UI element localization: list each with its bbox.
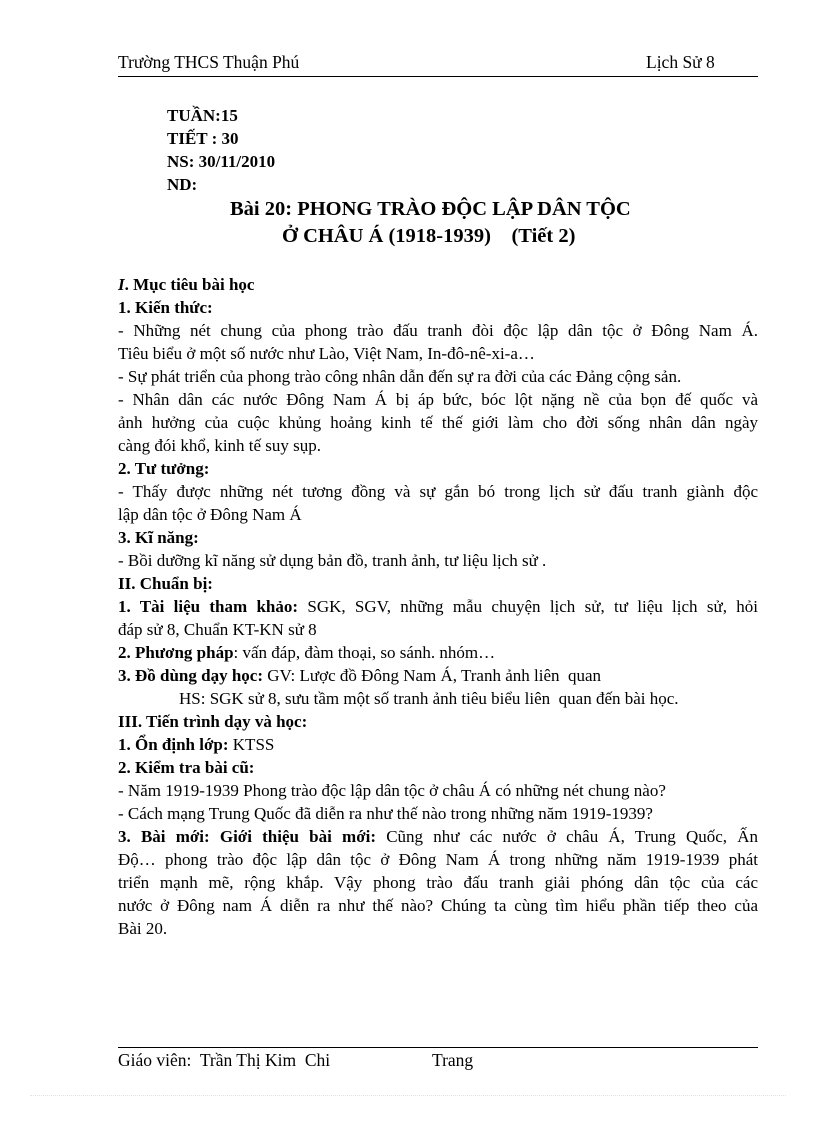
- section1-heading-num: I: [118, 275, 125, 294]
- thought-item-b: lập dân tộc ở Đông Nam Á: [118, 505, 302, 524]
- section2-heading: II. Chuẩn bị:: [118, 574, 213, 593]
- tools-label: 3. Đồ dùng dạy học:: [118, 666, 264, 685]
- reference-label: 1. Tài liệu tham khảo:: [118, 597, 299, 616]
- page-bottom-divider: [30, 1095, 786, 1096]
- footer-rule: [118, 1047, 758, 1048]
- lesson-title-line1: Bài 20: PHONG TRÀO ĐỘC LẬP DÂN TỘC: [230, 198, 631, 220]
- skill-heading: 3. Kĩ năng:: [118, 528, 199, 547]
- new-lesson-text-a: Cũng như các nước ở châu Á, Trung Quốc, Ấn: [376, 827, 758, 846]
- method-label: 2. Phương pháp: [118, 643, 234, 662]
- meta-week: TUẦN:15: [167, 106, 238, 125]
- new-lesson-text-d: nước ở Đông nam Á diễn ra như thế nào? Chúng ta cùng tìm hiểu phần tiếp theo của: [118, 896, 758, 915]
- knowledge-item-2: - Sự phát triển của phong trào công nhân dẫn đến sự ra đời của các Đảng cộng sản.: [118, 367, 682, 386]
- check-heading: 2. Kiểm tra bài cũ:: [118, 758, 255, 777]
- header-subject: Lịch Sử 8: [646, 52, 715, 72]
- header-school: Trường THCS Thuận Phú: [118, 52, 300, 72]
- new-lesson-text-c: triển mạnh mẽ, rộng khắp. Vậy phong trào đấu tranh giải phóng dân tộc của các: [118, 873, 758, 892]
- meta-period: TIẾT : 30: [167, 129, 239, 148]
- header-rule: [118, 76, 758, 77]
- new-lesson-text-b: Độ… phong trào độc lập dân tộc ở Đông Nam Á trong những năm 1919-1939 phát: [118, 850, 758, 869]
- reference-text-a: SGK, SGV, những mẫu chuyện lịch sử, tư liệu lịch sử, hỏi: [298, 597, 758, 616]
- check-question-2: - Cách mạng Trung Quốc đã diễn ra như thế nào trong những năm 1919-1939?: [118, 804, 653, 823]
- knowledge-item-3b: ảnh hưởng của cuộc khủng hoảng kinh tế thế giới làm cho đời sống nhân dân ngày: [118, 413, 758, 432]
- footer-page-label: Trang: [432, 1050, 474, 1070]
- meta-nd: ND:: [167, 175, 198, 194]
- tools-hs-text: HS: SGK sử 8, sưu tầm một số tranh ảnh tiêu biểu liên quan đến bài học.: [179, 689, 679, 708]
- reference-text-b: đáp sử 8, Chuẩn KT-KN sử 8: [118, 620, 317, 639]
- section1-heading: [118, 275, 254, 295]
- knowledge-heading: 1. Kiến thức:: [118, 298, 213, 317]
- stable-text: KTSS: [228, 735, 275, 754]
- skill-item: - Bồi dưỡng kĩ năng sử dụng bản đồ, tranh ảnh, tư liệu lịch sử .: [118, 551, 547, 570]
- stable-label: 1. Ổn định lớp:: [118, 735, 229, 754]
- knowledge-item-3c: càng đói khổ, kinh tế suy sụp.: [118, 436, 322, 455]
- section3-heading: III. Tiến trình dạy và học:: [118, 712, 308, 731]
- thought-heading: 2. Tư tưởng:: [118, 459, 210, 478]
- meta-ns: NS: 30/11/2010: [167, 152, 276, 171]
- new-lesson-line-a: [118, 827, 758, 847]
- new-lesson-text-e: Bài 20.: [118, 919, 168, 938]
- method-text: : vấn đáp, đàm thoại, so sánh. nhóm…: [233, 643, 496, 662]
- method-line: [118, 643, 495, 663]
- reference-line-a: [118, 597, 758, 617]
- new-lesson-label: 3. Bài mới: Giới thiệu bài mới:: [118, 827, 376, 846]
- knowledge-item-1a: - Những nét chung của phong trào đấu tranh đòi độc lập dân tộc ở Đông Nam Á.: [118, 321, 758, 340]
- footer-teacher: Giáo viên: Trần Thị Kim Chi: [118, 1050, 331, 1070]
- tools-line: [118, 666, 601, 686]
- check-question-1: - Năm 1919-1939 Phong trào độc lập dân tộc ở châu Á có những nét chung nào?: [118, 781, 666, 800]
- lesson-title-line2: Ở CHÂU Á (1918-1939) (Tiết 2): [282, 225, 576, 247]
- knowledge-item-3a: - Nhân dân các nước Đông Nam Á bị áp bức, bóc lột nặng nề của bọn đế quốc và: [118, 390, 758, 409]
- knowledge-item-1b: Tiêu biểu ở một số nước như Lào, Việt Nam, In-đô-nê-xi-a…: [118, 344, 535, 363]
- thought-item-a: - Thấy được những nét tương đồng và sự gắn bó trong lịch sử đấu tranh giành độc: [118, 482, 758, 501]
- stable-line: [118, 735, 274, 755]
- section1-heading-text: . Mục tiêu bài học: [124, 275, 255, 294]
- tools-gv-text: GV: Lược đồ Đông Nam Á, Tranh ảnh liên quan: [263, 666, 602, 685]
